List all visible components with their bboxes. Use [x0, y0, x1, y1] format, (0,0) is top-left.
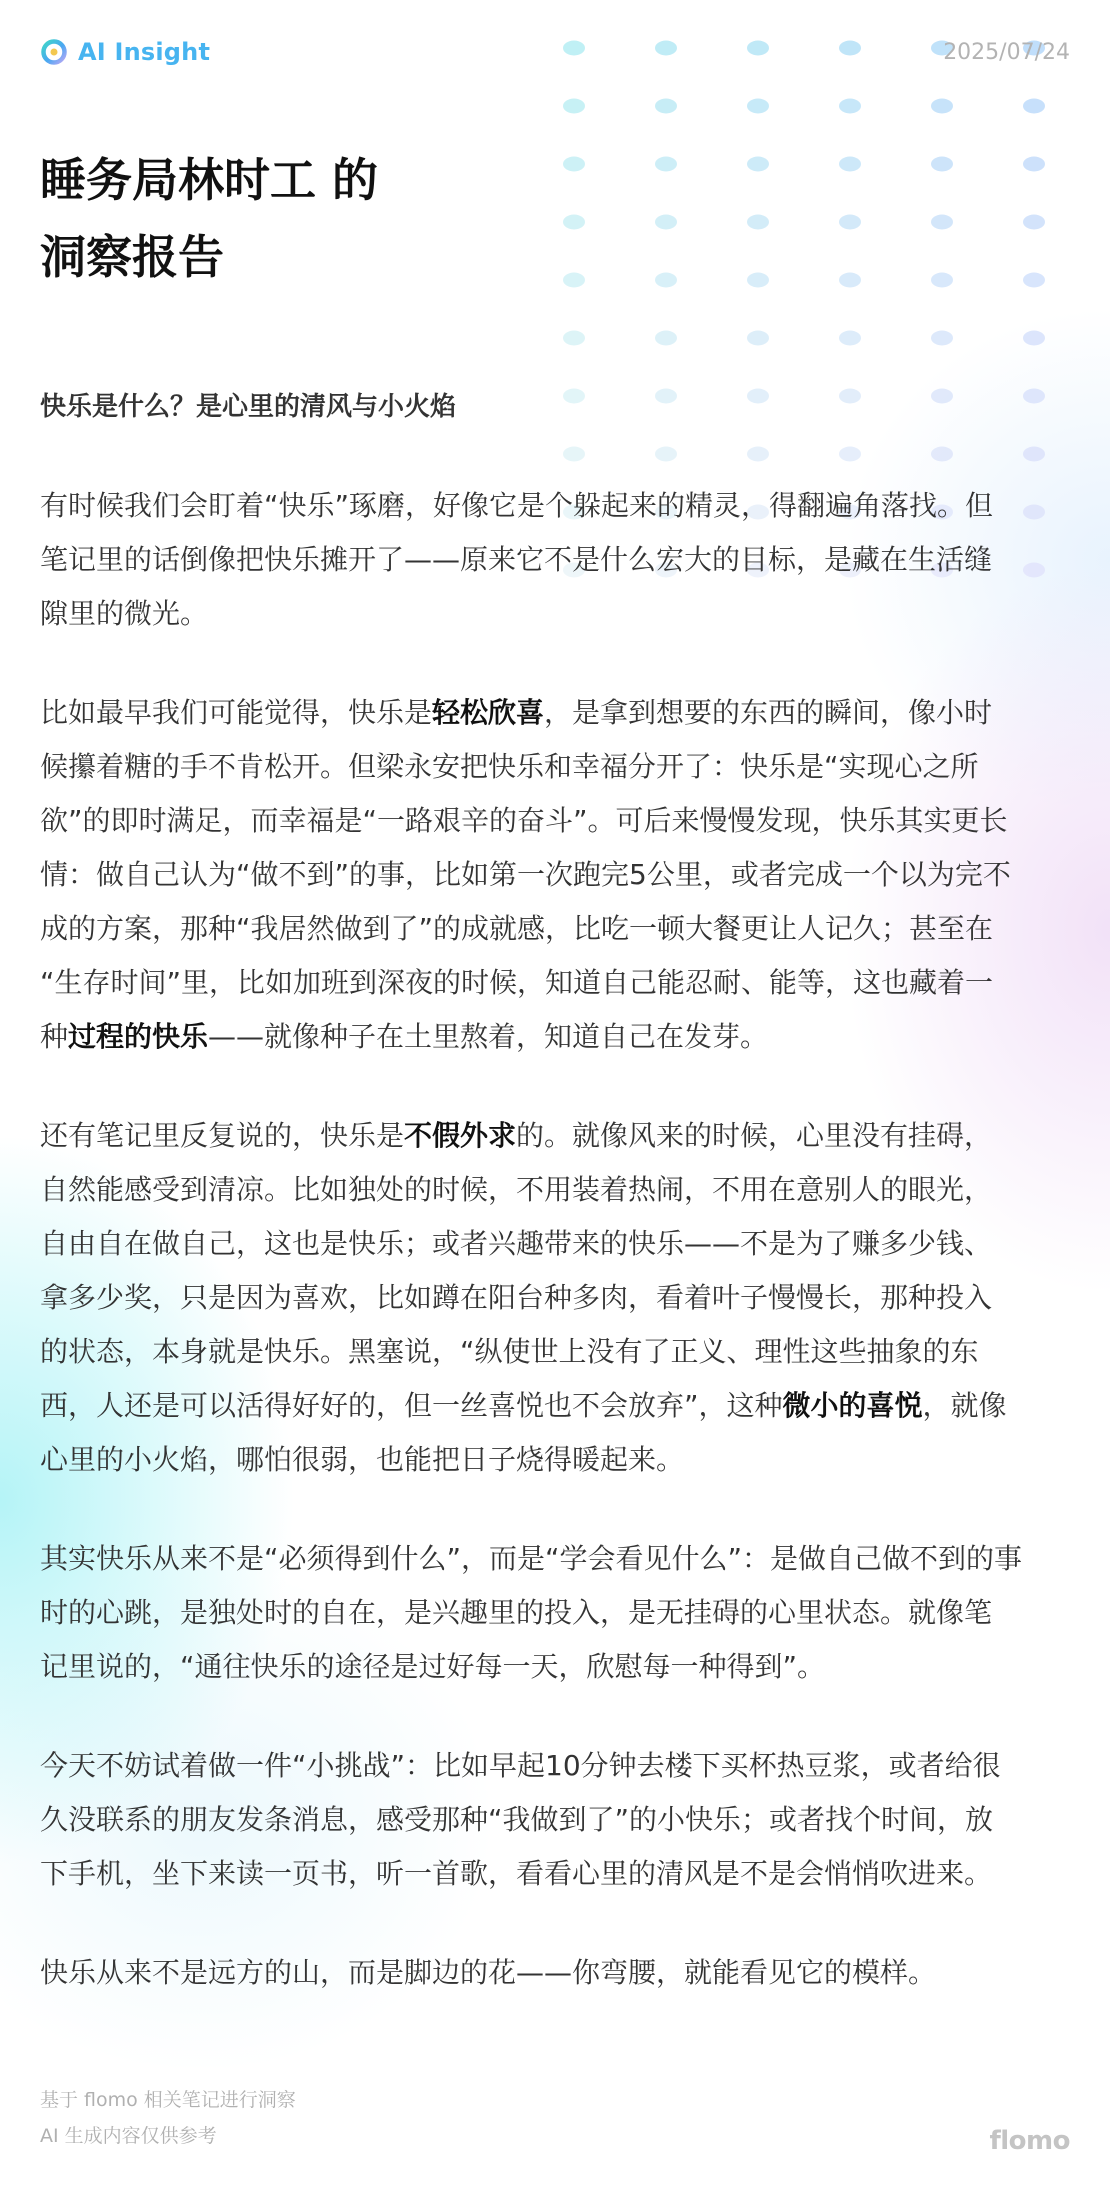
text-run: 拿多少奖，只是因为喜欢，比如蹲在阳台种多肉，看着叶子慢慢长，那种投入 [40, 1281, 993, 1314]
text-run: 久没联系的朋友发条消息，感受那种“我做到了”的小快乐；或者找个时间，放 [40, 1803, 994, 1836]
text-run: 情：做自己认为“做不到”的事，比如第一次跑完5公里，或者完成一个以为完不 [40, 858, 1011, 891]
decor-dot [563, 215, 585, 230]
decor-dot [747, 215, 769, 230]
decor-dot [655, 331, 677, 346]
paragraph [40, 1739, 1070, 1901]
highlight-text: 微小的喜悦 [782, 1389, 923, 1422]
flomo-logo: flomo [989, 2126, 1070, 2156]
footer-note-source: 基于 flomo 相关笔记进行洞察 [40, 2089, 296, 2111]
text-run: 西，人还是可以活得好好的，但一丝喜悦也不会放弃”，这种 [40, 1389, 783, 1422]
text-run: 隙里的微光。 [40, 597, 209, 630]
text-run: 成的方案，那种“我居然做到了”的成就感，比吃一顿大餐更让人记久；甚至在 [40, 912, 994, 945]
paragraph-line [40, 956, 1070, 1010]
text-run: ，是拿到想要的东西的瞬间，像小时 [544, 696, 993, 729]
decor-dot [655, 99, 677, 114]
decor-dot [839, 273, 861, 288]
paragraph-line [40, 1847, 1070, 1901]
paragraph-line [40, 1586, 1070, 1640]
highlight-text: 过程的快乐 [68, 1020, 209, 1053]
paragraph-line [40, 1946, 1070, 2000]
decor-dot [931, 273, 953, 288]
paragraph-line [40, 587, 1070, 641]
text-run: 的状态，本身就是快乐。黑塞说，“纵使世上没有了正义、理性这些抽象的东 [40, 1335, 979, 1368]
text-run: 下手机，坐下来读一页书，听一首歌，看看心里的清风是不是会悄悄吹进来。 [40, 1857, 993, 1890]
brand-name: AI Insight [78, 38, 211, 66]
paragraph-line [40, 848, 1070, 902]
paragraph-line [40, 1640, 1070, 1694]
footer-note [40, 2082, 1070, 2154]
text-run: 种 [40, 1020, 69, 1053]
paragraph-line [40, 1532, 1070, 1586]
decor-dot [931, 331, 953, 346]
decor-dot [839, 331, 861, 346]
report-title-line-1: 睡务局林时工 的 [40, 153, 379, 207]
decor-dot [655, 157, 677, 172]
paragraph [40, 1946, 1070, 2000]
decor-dot [1023, 99, 1045, 114]
decor-dot [747, 157, 769, 172]
paragraph-line [40, 1271, 1070, 1325]
text-run: 有时候我们会盯着“快乐”琢磨，好像它是个躲起来的精灵，得翻遍角落找。但 [40, 489, 994, 522]
decor-dot [655, 273, 677, 288]
text-run: ，就像 [922, 1389, 1007, 1422]
text-run: 欲”的即时满足，而幸福是“一路艰辛的奋斗”。可后来慢慢发现，快乐其实更长 [40, 804, 1008, 837]
decor-dot [1023, 331, 1045, 346]
decor-dot [563, 273, 585, 288]
paragraph-line [40, 1010, 1070, 1064]
decor-dot [839, 99, 861, 114]
report-body [40, 380, 1070, 2000]
paragraph-line [40, 1325, 1070, 1379]
report-date: 2025/07/24 [943, 40, 1070, 65]
decor-dot [563, 331, 585, 346]
decor-dot [931, 99, 953, 114]
footer-note-disclaimer: AI 生成内容仅供参考 [40, 2125, 217, 2147]
decor-dot [1023, 157, 1045, 172]
decor-dot [563, 99, 585, 114]
decor-dot [931, 157, 953, 172]
decor-dot [931, 215, 953, 230]
paragraph [40, 686, 1070, 1064]
text-run: 自由自在做自己，这也是快乐；或者兴趣带来的快乐——不是为了赚多少钱、 [40, 1227, 993, 1260]
paragraph-line [40, 686, 1070, 740]
text-run: ——就像种子在土里熬着，知道自己在发芽。 [208, 1020, 769, 1053]
paragraph-line [40, 1739, 1070, 1793]
decor-dot [839, 215, 861, 230]
text-run: 今天不妨试着做一件“小挑战”：比如早起10分钟去楼下买杯热豆浆，或者给很 [40, 1749, 1001, 1782]
paragraph-line [40, 902, 1070, 956]
brand [40, 38, 210, 66]
text-run: 自然能感受到清凉。比如独处的时候，不用装着热闹，不用在意别人的眼光， [40, 1173, 993, 1206]
decor-dot [563, 157, 585, 172]
text-run: 候攥着糖的手不肯松开。但梁永安把快乐和幸福分开了：快乐是“实现心之所 [40, 750, 979, 783]
paragraph-line [40, 533, 1070, 587]
paragraph [40, 479, 1070, 641]
ring-logo-icon [40, 38, 68, 66]
paragraph [40, 1109, 1070, 1487]
paragraph-line [40, 479, 1070, 533]
text-run: “生存时间”里，比如加班到深夜的时候，知道自己能忍耐、能等，这也藏着一 [40, 966, 994, 999]
report-footer [40, 2082, 1070, 2162]
paragraph-line [40, 1163, 1070, 1217]
report-header [40, 38, 1070, 74]
decor-dot [655, 215, 677, 230]
highlight-text: 轻松欣喜 [432, 696, 545, 729]
decor-dot [1023, 215, 1045, 230]
paragraph-line [40, 1217, 1070, 1271]
paragraph-line [40, 1433, 1070, 1487]
text-run: 时的心跳，是独处时的自在，是兴趣里的投入，是无挂碍的心里状态。就像笔 [40, 1596, 993, 1629]
decor-dot [747, 273, 769, 288]
report-title-line-2: 洞察报告 [40, 230, 224, 284]
report-title [40, 142, 378, 296]
text-run: 其实快乐从来不是“必须得到什么”，而是“学会看见什么”：是做自己做不到的事 [40, 1542, 1023, 1575]
paragraph-line [40, 740, 1070, 794]
paragraph-line [40, 1379, 1070, 1433]
text-run: 比如最早我们可能觉得，快乐是 [40, 696, 433, 729]
paragraph-list [40, 479, 1070, 2000]
text-run: 心里的小火焰，哪怕很弱，也能把日子烧得暖起来。 [40, 1443, 685, 1476]
paragraph-line [40, 1109, 1070, 1163]
section-subtitle: 快乐是什么？是心里的清风与小火焰 [40, 392, 457, 422]
text-run: 笔记里的话倒像把快乐摊开了——原来它不是什么宏大的目标，是藏在生活缝 [40, 543, 993, 576]
text-run: 快乐从来不是远方的山，而是脚边的花——你弯腰，就能看见它的模样。 [40, 1956, 937, 1989]
text-run: 记里说的，“通往快乐的途径是过好每一天，欣慰每一种得到”。 [40, 1650, 826, 1683]
text-run: 的。就像风来的时候，心里没有挂碍， [516, 1119, 993, 1152]
paragraph-line [40, 794, 1070, 848]
text-run: 还有笔记里反复说的，快乐是 [40, 1119, 405, 1152]
decor-dot [747, 331, 769, 346]
decor-dot [1023, 273, 1045, 288]
paragraph [40, 1532, 1070, 1694]
decor-dot [747, 99, 769, 114]
highlight-text: 不假外求 [404, 1119, 517, 1152]
paragraph-line [40, 1793, 1070, 1847]
decor-dot [839, 157, 861, 172]
